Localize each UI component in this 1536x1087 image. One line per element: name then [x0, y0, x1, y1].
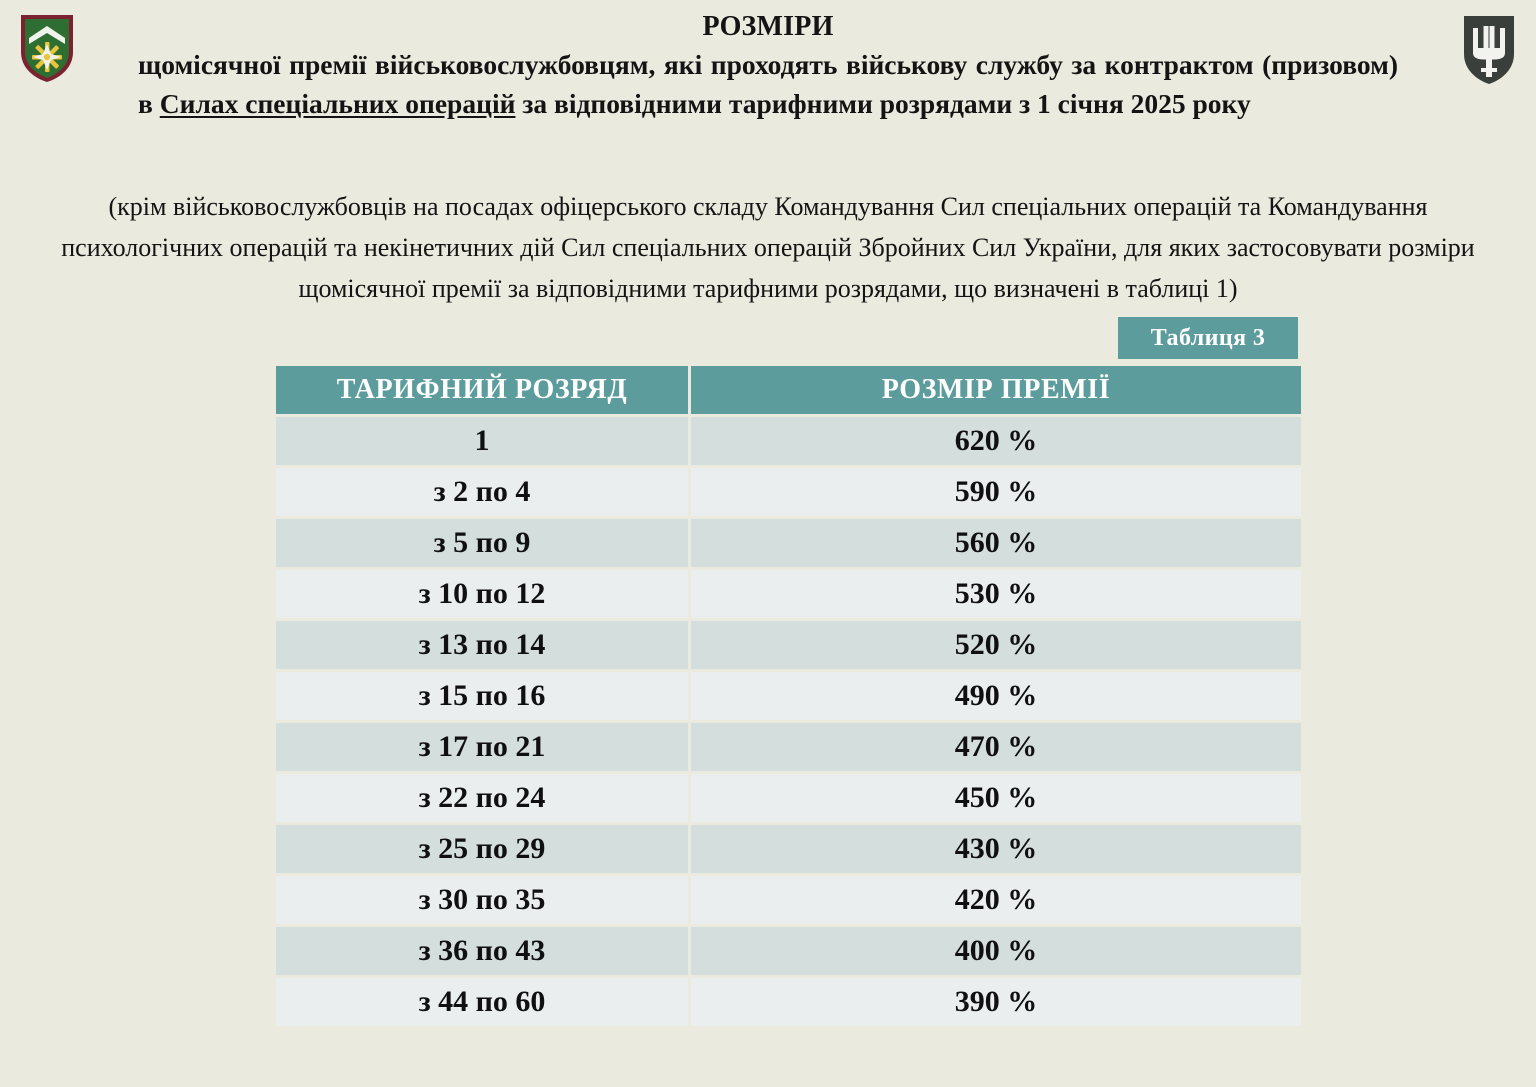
armed-forces-trident-emblem	[1460, 12, 1518, 86]
cell-tariff-rank: з 30 по 35	[276, 876, 688, 924]
subtitle-part-1: щомісячної премії військовослужбовцям, які проходять військову службу за контрактом (призовом) в	[138, 49, 1398, 120]
subtitle-underlined-phrase: Силах спеціальних операцій	[159, 88, 516, 120]
cell-tariff-rank: з 5 по 9	[276, 519, 688, 567]
cell-premium-size: 590 %	[691, 468, 1301, 516]
cell-tariff-rank: з 25 по 29	[276, 825, 688, 873]
special-operations-forces-emblem	[18, 12, 76, 84]
column-header-premium-size: РОЗМІР ПРЕМІЇ	[691, 366, 1301, 414]
table-row	[276, 570, 1301, 618]
cell-tariff-rank: з 2 по 4	[276, 468, 688, 516]
page-title: РОЗМІРИ	[702, 11, 834, 42]
cell-premium-size: 450 %	[691, 774, 1301, 822]
cell-tariff-rank: 1	[276, 417, 688, 465]
cell-premium-size: 420 %	[691, 876, 1301, 924]
cell-tariff-rank: з 15 по 16	[276, 672, 688, 720]
table-header	[276, 366, 1301, 414]
cell-tariff-rank: з 44 по 60	[276, 978, 688, 1026]
document-subtitle	[130, 45, 1406, 123]
table-row	[276, 519, 1301, 567]
table-number-badge: Таблиця 3	[1118, 317, 1298, 359]
premium-rates-table	[273, 363, 1304, 1029]
subtitle-part-2: за відповідними тарифними розрядами з 1 січня 2025 року	[515, 88, 1251, 120]
table-row	[276, 978, 1301, 1026]
cell-premium-size: 490 %	[691, 672, 1301, 720]
table-row	[276, 417, 1301, 465]
table-row	[276, 774, 1301, 822]
cell-tariff-rank: з 36 по 43	[276, 927, 688, 975]
table-row	[276, 468, 1301, 516]
cell-tariff-rank: з 22 по 24	[276, 774, 688, 822]
cell-tariff-rank: з 13 по 14	[276, 621, 688, 669]
cell-tariff-rank: з 17 по 21	[276, 723, 688, 771]
cell-premium-size: 520 %	[691, 621, 1301, 669]
table-row	[276, 672, 1301, 720]
cell-premium-size: 400 %	[691, 927, 1301, 975]
table-body	[276, 417, 1301, 1026]
cell-premium-size: 530 %	[691, 570, 1301, 618]
table-row	[276, 621, 1301, 669]
exclusion-note: (крім військовослужбовців на посадах офіцерського складу Командування Сил спеціальних операцій та Командування психологічних операцій та некінетичних дій Сил спеціальних операцій Збройних Сил України, для яких застосовувати розміри щомісячної премії за відповідними тарифними розрядами, що визначені в таблиці 1)	[61, 192, 1475, 304]
column-header-tariff-rank: ТАРИФНИЙ РОЗРЯД	[276, 366, 688, 414]
cell-premium-size: 620 %	[691, 417, 1301, 465]
table-row	[276, 825, 1301, 873]
table-header-row	[276, 366, 1301, 414]
cell-premium-size: 390 %	[691, 978, 1301, 1026]
cell-premium-size: 560 %	[691, 519, 1301, 567]
document-header	[130, 10, 1406, 123]
table-row	[276, 876, 1301, 924]
cell-tariff-rank: з 10 по 12	[276, 570, 688, 618]
table-row	[276, 927, 1301, 975]
cell-premium-size: 430 %	[691, 825, 1301, 873]
table-row	[276, 723, 1301, 771]
cell-premium-size: 470 %	[691, 723, 1301, 771]
